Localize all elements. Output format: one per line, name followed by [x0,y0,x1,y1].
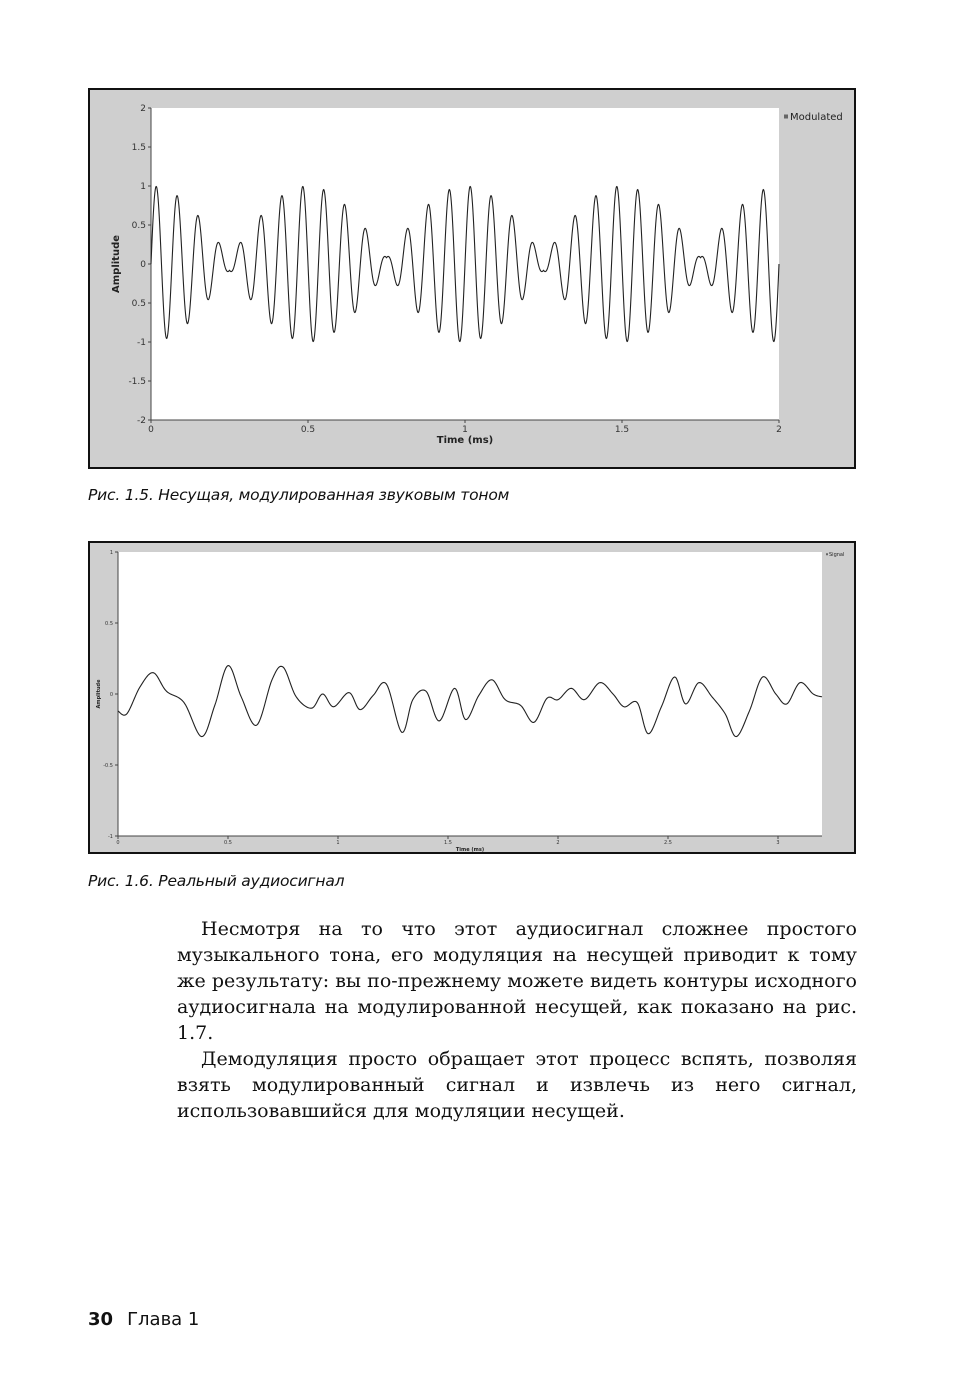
y-tick-label: 0 [109,691,113,698]
x-tick-label: 0 [116,840,120,846]
y-tick-label: 0.5 [105,620,113,627]
x-tick-label: 1.5 [614,425,630,435]
figure-1-5 [88,88,856,469]
y-axis-label: Amplitude [111,234,122,294]
paragraph: Несмотря на то что этот аудиосигнал сложнее простого музыкального тона, его модуляция на несущей приводит к тому же результату: вы по-прежнему можете видеть контуры исходного аудиосигнала на модулированной несущей, как показано на рис. 1.7. [177,918,857,1044]
y-tick-label: -2 [137,416,146,427]
x-tick-label: 1 [462,425,468,435]
audio-signal-chart [90,543,858,856]
body-text [177,916,857,1124]
plot-area [118,552,822,836]
figure-1-5-caption: Рис. 1.5. Несущая, модулированная звуковым тоном [88,486,510,504]
x-tick-label: 2 [556,840,560,846]
x-tick-label: 0 [148,425,154,435]
y-tick-label: 0.5 [131,221,146,232]
y-tick-label: 1.5 [131,143,146,154]
y-tick-label: 1 [109,549,113,556]
x-tick-label: 0.5 [224,840,232,846]
figure-1-6 [88,541,856,854]
legend-marker [784,115,788,119]
page-number: 30 [88,1309,114,1330]
legend-marker [826,553,828,555]
y-tick-label: -1.5 [128,377,146,388]
x-axis-label: Time (ms) [436,435,494,446]
y-tick-label: -0.5 [103,762,113,769]
paragraph: Демодуляция просто обращает этот процесс вспять, позволяя взять модулированный сигнал и извлечь из него сигнал, использовавшийся для модуляции несущей. [177,1048,857,1122]
y-tick-label: -1 [108,833,113,840]
x-axis-label: Time (ms) [455,847,485,853]
y-tick-label: 0 [140,260,146,271]
legend-label: Signal [829,552,845,558]
x-tick-label: 1 [336,840,340,846]
x-tick-label: 0.5 [300,425,316,435]
y-tick-label: 2 [140,104,146,115]
x-tick-label: 1.5 [444,840,452,846]
y-axis-label: Amplitude [96,679,102,709]
figure-1-6-caption: Рис. 1.6. Реальный аудиосигнал [88,872,345,890]
x-tick-label: 2.5 [664,840,672,846]
y-tick-label: 1 [140,182,146,193]
x-tick-label: 3 [776,840,780,846]
y-tick-label: -1 [137,338,146,349]
modulated-signal-chart [90,90,858,471]
y-tick-label: 0.5 [131,299,146,310]
chapter-label: Глава 1 [127,1309,200,1330]
legend-label: Modulated [790,112,843,123]
page-footer [88,1309,199,1330]
x-tick-label: 2 [776,425,782,435]
